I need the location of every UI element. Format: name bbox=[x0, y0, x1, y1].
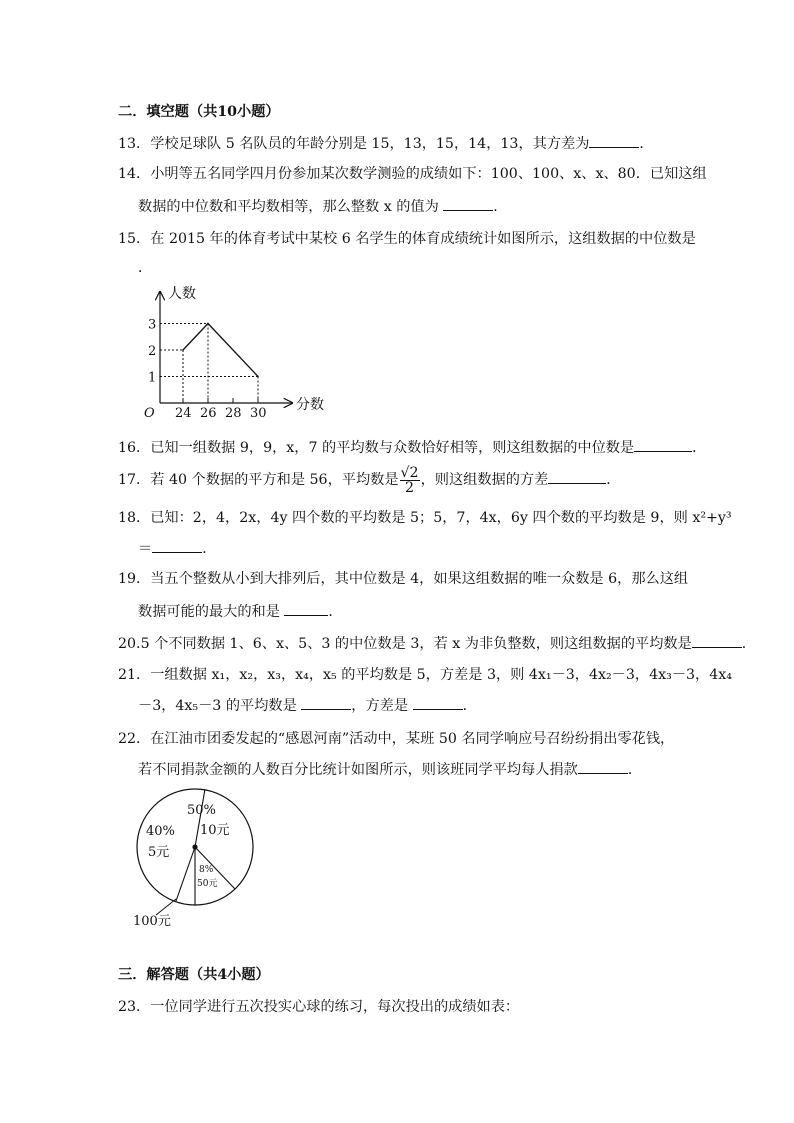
question-22-line2 bbox=[138, 759, 642, 780]
answer-blank-16[interactable] bbox=[634, 437, 692, 452]
section-title-solutions: 三．解答题（共4小题） bbox=[118, 967, 270, 983]
question-18-line2 bbox=[138, 538, 216, 559]
question-23: 23．一位同学进行五次投实心球的练习，每次投出的成绩如表： bbox=[118, 999, 520, 1015]
question-13 bbox=[118, 133, 654, 154]
x-tick-label: 26 bbox=[200, 406, 217, 420]
slice-5-percent: 40% bbox=[146, 824, 175, 839]
x-tick-label: 30 bbox=[250, 406, 267, 420]
y-tick-label: 3 bbox=[148, 317, 157, 333]
question-15-line1: 15．在 2015 年的体育考试中某校 6 名学生的体育成绩统计如图所示，这组数据的中位数是 bbox=[118, 231, 696, 247]
answer-blank-21-mean[interactable] bbox=[301, 695, 351, 710]
x-axis-label: 分数 bbox=[296, 397, 324, 413]
data-point bbox=[207, 323, 209, 325]
question-22-line1: 22．在江油市团委发起的“感恩河南”活动中，某班 50 名同学响应号召纷纷捐出零花钱， bbox=[118, 731, 675, 747]
question-18-line1: 18．已知：2，4，2x，4y 四个数的平均数是 5；5，7，4x，6y 四个数的平均数是 9，则 x²+y³ bbox=[118, 510, 732, 526]
answer-blank-18[interactable] bbox=[152, 538, 202, 553]
q17-suffix: ，则这组数据的方差 bbox=[420, 472, 549, 488]
slice-5-value: 5元 bbox=[148, 845, 170, 860]
question-19-line2 bbox=[138, 601, 343, 622]
q19-text: 数据可能的最大的和是 bbox=[138, 604, 280, 620]
slice-50-value: 50元 bbox=[197, 879, 218, 889]
q14-text: 数据的中位数和平均数相等，那么整数 x 的值为 bbox=[138, 199, 439, 215]
slice-10-value: 10元 bbox=[200, 823, 230, 838]
donation-pie-chart bbox=[128, 778, 268, 928]
q19-end: ． bbox=[328, 604, 343, 620]
question-19-line1: 19．当五个整数从小到大排列后，其中位数是 4，如果这组数据的唯一众数是 6，那么这组 bbox=[118, 571, 689, 587]
q22-text: 若不同捐款金额的人数百分比统计如图所示，则该班同学平均每人捐款 bbox=[138, 762, 578, 778]
fraction-denominator: 2 bbox=[405, 479, 415, 496]
data-point bbox=[182, 349, 184, 351]
answer-blank-14[interactable] bbox=[443, 196, 493, 211]
origin-label: O bbox=[144, 406, 155, 420]
q16-text: 16．已知一组数据 9，9，x，7 的平均数与众数恰好相等，则这组数据的中位数是 bbox=[118, 440, 635, 456]
slice-100-callout: 100元 bbox=[133, 914, 171, 928]
answer-blank-19[interactable] bbox=[284, 601, 328, 616]
answer-blank-13[interactable] bbox=[589, 133, 639, 148]
y-tick-label: 2 bbox=[148, 344, 157, 359]
q16-end: ． bbox=[692, 440, 707, 456]
x-tick-label: 28 bbox=[225, 406, 242, 420]
slice-50-percent: 8% bbox=[199, 865, 214, 875]
q17-end: ． bbox=[606, 472, 621, 488]
question-21-line1: 21．一组数据 x₁，x₂，x₃，x₄，x₅ 的平均数是 5，方差是 3，则 4x₁－3，4x₂－3，4x₃－3，4x₄ bbox=[118, 667, 732, 683]
q18-equals: ＝ bbox=[138, 541, 153, 557]
pie-center-dot bbox=[192, 844, 197, 849]
pie-divider-left bbox=[176, 847, 195, 901]
q20-text: 20.5 个不同数据 1、6、x、5、3 的中位数是 3，若 x 为非负整数，则这组数据的平均数是 bbox=[118, 636, 692, 652]
slice-10-percent: 50% bbox=[187, 803, 216, 818]
fraction-sqrt2-over-2 bbox=[400, 466, 420, 495]
question-21-line2 bbox=[138, 695, 477, 716]
y-tick-label: 1 bbox=[148, 370, 157, 386]
q21-text-b: ，方差是 bbox=[351, 698, 409, 714]
q21-end: ． bbox=[462, 698, 477, 714]
q13-end: ． bbox=[639, 136, 654, 152]
section-title-fill-in: 二．填空题（共10小题） bbox=[118, 104, 280, 120]
answer-blank-20[interactable] bbox=[692, 633, 742, 648]
answer-blank-22[interactable] bbox=[578, 759, 628, 774]
fraction-numerator: √2 bbox=[400, 464, 419, 481]
answer-blank-21-variance[interactable] bbox=[413, 695, 463, 710]
q22-end: ． bbox=[627, 762, 643, 778]
q21-text-a: －3，4x₅－3 的平均数是 bbox=[138, 698, 297, 714]
q20-end: ． bbox=[741, 636, 756, 652]
x-tick-label: 24 bbox=[175, 406, 192, 420]
y-axis-label: 人数 bbox=[168, 286, 196, 302]
question-14-line2 bbox=[138, 196, 508, 217]
pie-divider-top bbox=[195, 789, 205, 847]
q14-end: ． bbox=[493, 199, 508, 215]
q13-text: 13．学校足球队 5 名队员的年龄分别是 15，13，15，14，13，其方差为 bbox=[118, 136, 590, 152]
answer-blank-17[interactable] bbox=[548, 469, 606, 484]
q18-end: ． bbox=[202, 541, 217, 557]
question-15-line2: ． bbox=[138, 260, 153, 276]
score-line-chart bbox=[130, 280, 340, 420]
question-20 bbox=[118, 633, 756, 654]
question-14-line1: 14．小明等五名同学四月份参加某次数学测验的成绩如下：100、100、x、x、80．已知这组 bbox=[118, 166, 707, 182]
data-point bbox=[257, 376, 259, 378]
pie-callout-line bbox=[156, 899, 176, 915]
data-line bbox=[183, 324, 258, 377]
question-17 bbox=[118, 465, 621, 495]
question-16 bbox=[118, 437, 706, 458]
q17-prefix: 17．若 40 个数据的平方和是 56，平均数是 bbox=[118, 472, 399, 488]
